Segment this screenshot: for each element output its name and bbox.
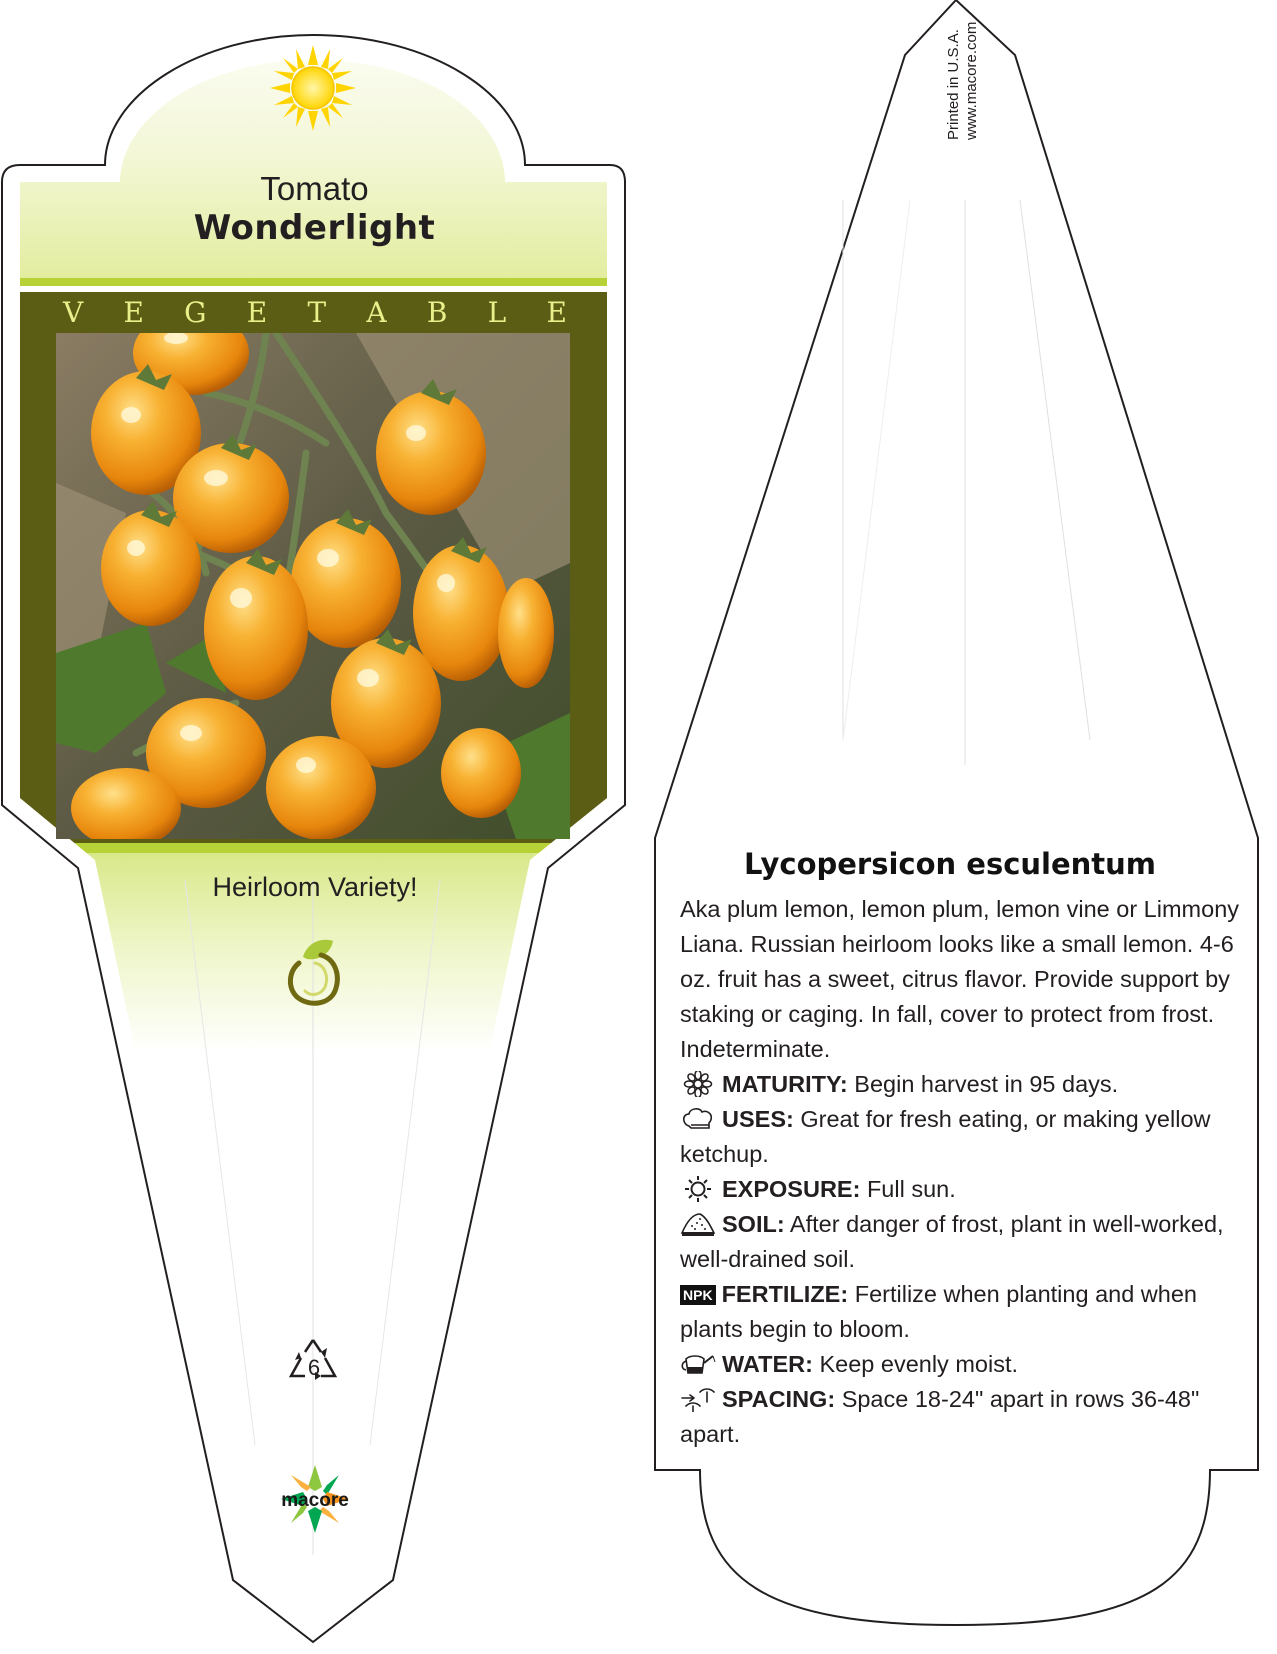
category-letter: E <box>246 296 268 329</box>
tomato-photo <box>56 333 570 839</box>
water-row <box>680 1347 1255 1382</box>
watering-can-icon <box>680 1351 716 1377</box>
category-letter: E <box>546 296 567 329</box>
care-instructions <box>680 892 1255 1452</box>
soil-label: SOIL: <box>722 1211 785 1237</box>
soil-mound-icon <box>680 1211 716 1237</box>
category-letter: A <box>366 296 387 329</box>
printed-note <box>945 22 981 140</box>
category-letter: G <box>184 296 207 329</box>
exposure-text: Full sun. <box>866 1176 956 1202</box>
spacing-label: SPACING: <box>722 1386 836 1412</box>
fertilize-row <box>680 1277 1255 1347</box>
fertilize-text: Fertilize when planting and when plants begin to bloom. <box>680 1281 1197 1342</box>
seedling-spacing-icon <box>680 1386 716 1412</box>
recycle-number: 6 <box>307 1355 321 1380</box>
front-common-name: Tomato <box>260 170 369 207</box>
website: www.macore.com <box>963 21 980 140</box>
exposure-label: EXPOSURE: <box>722 1176 861 1202</box>
sun-outline-icon <box>680 1176 716 1202</box>
uses-text: Great for fresh eating, or making yellow ketchup. <box>680 1106 1211 1167</box>
category-letter: L <box>487 296 507 329</box>
npk-icon: NPK <box>680 1285 716 1305</box>
water-label: WATER: <box>722 1351 813 1377</box>
category-banner <box>25 296 605 329</box>
brand-name: macore <box>281 1490 349 1511</box>
exposure-row <box>680 1172 1255 1207</box>
soil-row <box>680 1207 1255 1277</box>
water-text: Keep evenly moist. <box>819 1351 1019 1377</box>
category-letter: T <box>307 296 327 329</box>
growth-seed-icon <box>285 935 345 1011</box>
soil-text: After danger of frost, plant in well-worked, well-drained soil. <box>680 1211 1224 1272</box>
category-letter: E <box>123 296 144 329</box>
flower-icon <box>680 1071 716 1097</box>
category-letter: V <box>63 296 84 329</box>
maturity-row <box>680 1067 1255 1102</box>
maturity-label: MATURITY: <box>722 1071 848 1097</box>
uses-label: USES: <box>722 1106 794 1132</box>
category-letter: B <box>426 296 448 329</box>
tagline: Heirloom Variety! <box>212 872 418 902</box>
sun-icon <box>268 43 358 133</box>
uses-row <box>680 1102 1255 1172</box>
front-variety-name: Wonderlight <box>193 208 436 248</box>
fertilize-label: FERTILIZE: <box>721 1281 849 1307</box>
printed-in: Printed in U.S.A. <box>945 29 962 140</box>
description: Aka plum lemon, lemon plum, lemon vine or Limmony Liana. Russian heirloom looks like a small lemon. 4-6 oz. fruit has a sweet, citrus flavor. Provide support by staking or caging. In fall, cover to protect from frost. Indeterminate. <box>680 896 1240 1062</box>
latin-name: Lycopersicon esculentum <box>743 847 1157 881</box>
spacing-row <box>680 1382 1255 1452</box>
spacing-text: Space 18-24" apart in rows 36-48" apart. <box>680 1386 1200 1447</box>
maturity-text: Begin harvest in 95 days. <box>854 1071 1119 1097</box>
chef-hat-icon <box>680 1106 716 1132</box>
